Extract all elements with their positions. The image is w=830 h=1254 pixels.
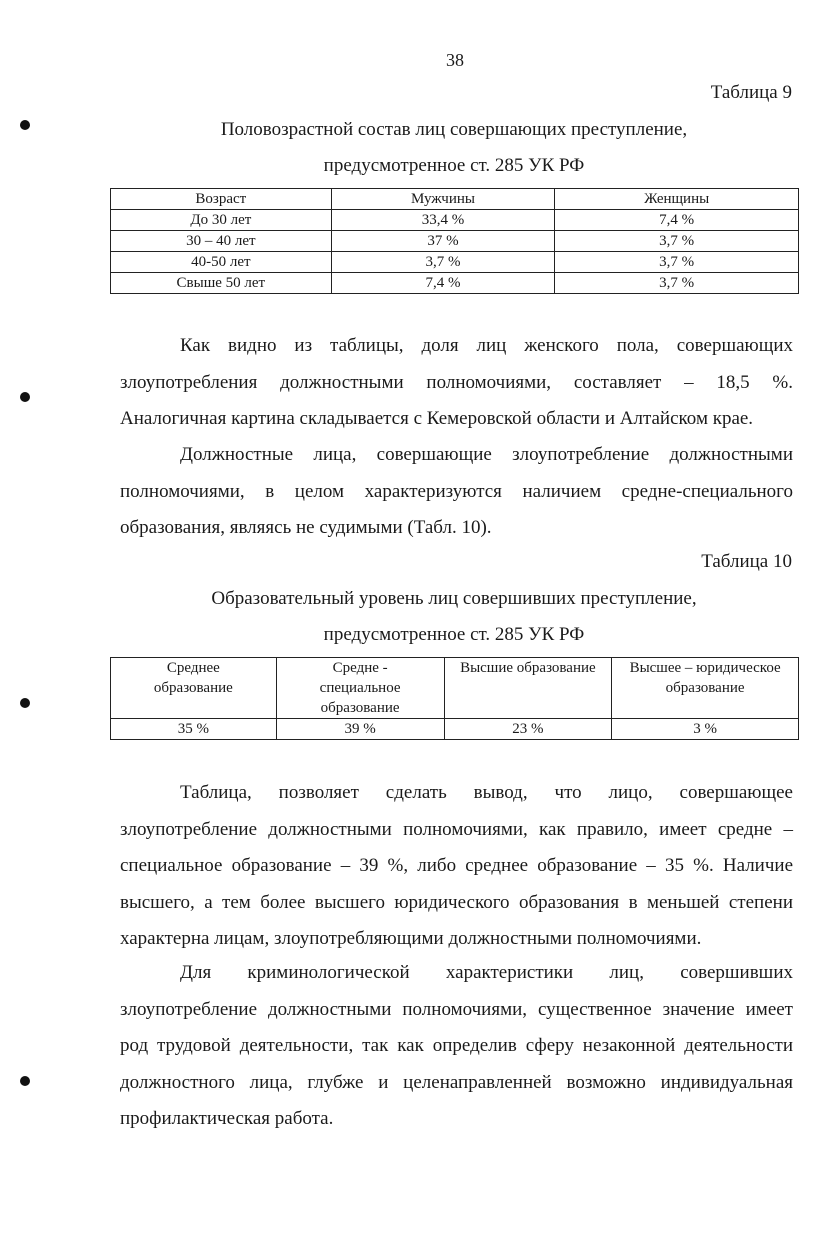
header-line: Средне - xyxy=(332,660,388,676)
header-line: образование xyxy=(665,680,745,696)
table-10-title-line1: Образовательный уровень лиц совершивших преступление, xyxy=(211,588,697,609)
binder-hole-mark xyxy=(20,1076,30,1086)
table-cell: 7,4 % xyxy=(555,210,799,231)
header-cell xyxy=(612,658,799,719)
table-cell: 7,4 % xyxy=(331,273,555,294)
table-cell: 33,4 % xyxy=(331,210,555,231)
header-cell: Женщины xyxy=(555,189,799,210)
table-10-title-line2: предусмотренное ст. 285 УК РФ xyxy=(323,624,585,645)
table-9-label: Таблица 9 xyxy=(710,82,792,103)
paragraph-1: Как видно из таблицы, доля лиц женского пола, совершающих злоупотребления должностными полномочиями, составляет – 18,5 %. Аналогичная картина складывается с Кемеровской области и Алтайском крае. xyxy=(120,335,793,430)
table-cell: 40-50 лет xyxy=(111,252,332,273)
table-10-title xyxy=(110,581,798,653)
table-10-label: Таблица 10 xyxy=(701,551,792,572)
table-cell: 35 % xyxy=(111,719,277,740)
table-9-title-line1: Половозрастной состав лиц совершающих преступление, xyxy=(220,119,688,140)
table-row xyxy=(111,719,799,740)
header-line: специальное xyxy=(319,680,401,696)
table-cell: 37 % xyxy=(331,231,555,252)
table-header-row xyxy=(111,189,799,210)
binder-hole-mark xyxy=(20,120,30,130)
table-10 xyxy=(110,657,799,740)
table-9-title xyxy=(110,112,798,184)
page-number: 38 xyxy=(446,50,464,70)
paragraph-2: Должностные лица, совершающие злоупотребление должностными полномочиями, в целом характеризуются наличием средне-специального образования, являясь не судимыми (Табл. 10). xyxy=(120,444,793,539)
table-cell: 3,7 % xyxy=(331,252,555,273)
header-cell xyxy=(276,658,444,719)
table-row xyxy=(111,252,799,273)
table-cell: 30 – 40 лет xyxy=(111,231,332,252)
table-cell: Свыше 50 лет xyxy=(111,273,332,294)
header-cell: Возраст xyxy=(111,189,332,210)
header-line: Среднее xyxy=(166,660,220,676)
paragraph-4: Для криминологической характеристики лиц, совершивших злоупотребление должностными полномочиями, существенное значение имеет род трудовой деятельности, так как определив сферу незаконной деятельности должностного лица, глубже и целенаправленней возможно индивидуальная профилактическая работа. xyxy=(120,962,793,1130)
header-line: образование xyxy=(320,700,400,716)
header-cell xyxy=(444,658,612,719)
paragraph-3: Таблица, позволяет сделать вывод, что лицо, совершающее злоупотребление должностными полномочиями, как правило, имеет средне – специальное образование – 39 %, либо среднее образование – 35 %. Наличие высшего, а тем более высшего юридического образования в меньшей степени характерна лицам, злоупотребляющими должностными полномочиями. xyxy=(120,782,793,950)
table-cell: 3,7 % xyxy=(555,231,799,252)
header-line: Высшее – юридическое xyxy=(629,660,781,676)
header-cell: Мужчины xyxy=(331,189,555,210)
table-9-title-line2: предусмотренное ст. 285 УК РФ xyxy=(323,155,585,176)
header-line: Высшие образование xyxy=(460,660,596,676)
table-row xyxy=(111,273,799,294)
header-line: образование xyxy=(153,680,233,696)
binder-hole-mark xyxy=(20,392,30,402)
table-cell: 23 % xyxy=(444,719,612,740)
binder-hole-mark xyxy=(20,698,30,708)
table-cell: 3,7 % xyxy=(555,252,799,273)
table-row xyxy=(111,210,799,231)
table-header-row xyxy=(111,658,799,719)
table-cell: 3 % xyxy=(612,719,799,740)
table-9 xyxy=(110,188,799,294)
table-row xyxy=(111,231,799,252)
header-cell xyxy=(111,658,277,719)
table-cell: До 30 лет xyxy=(111,210,332,231)
table-cell: 3,7 % xyxy=(555,273,799,294)
table-cell: 39 % xyxy=(276,719,444,740)
